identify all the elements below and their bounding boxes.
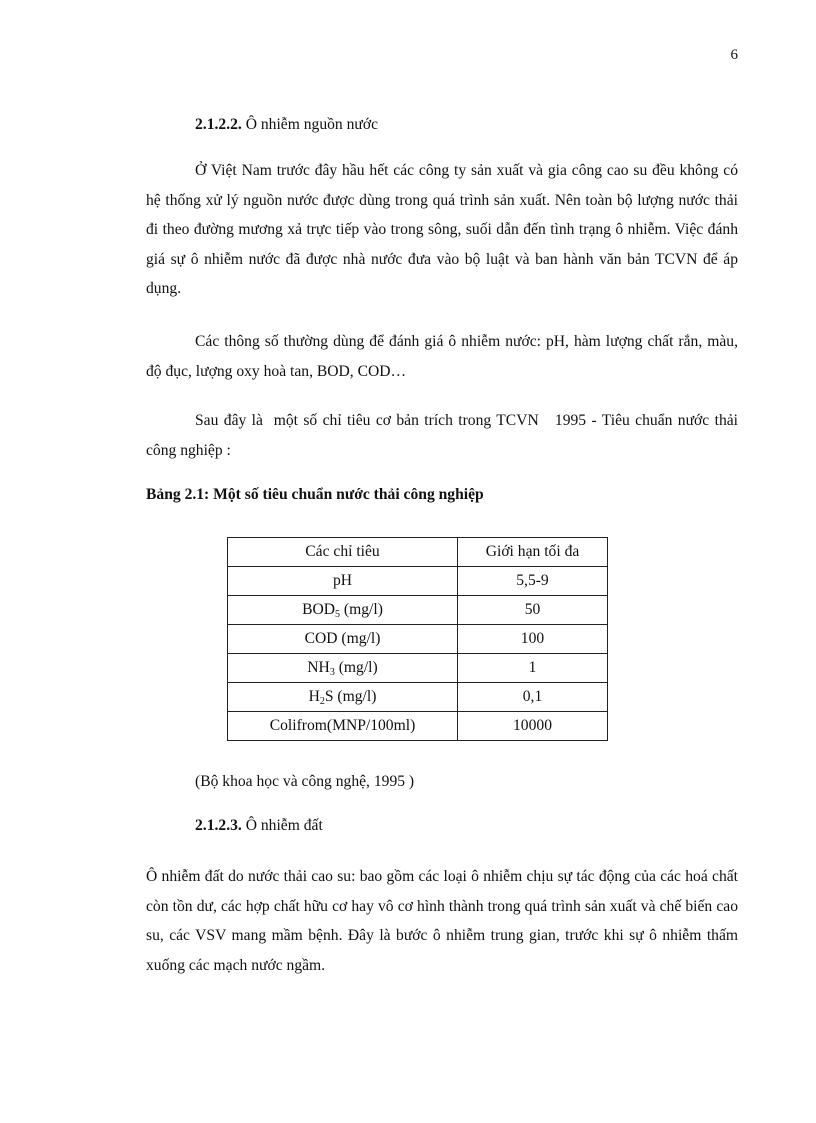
table-cell-parameter: COD (mg/l) <box>228 625 458 654</box>
section-title: Ô nhiễm nguồn nước <box>245 116 379 133</box>
table-cell-limit: 0,1 <box>458 683 608 712</box>
table-cell-limit: 50 <box>458 596 608 625</box>
paragraph-text: Ở Việt Nam trước đây hầu hết các công ty sản xuất và gia công cao su đều không có hệ thống xử lý nguồn nước được dùng trong quá trình sản xuất. Nên toàn bộ lượng nước thải đi theo đường mương xả trực tiếp vào trong sông, suối dẫn đến tình trạng ô nhiễm. Việc đánh giá sự ô nhiễm nước đã được nhà nước đưa vào bộ luật và ban hành văn bản TCVN để áp dụng. <box>146 162 738 297</box>
table-cell-limit: 1 <box>458 654 608 683</box>
paragraph-parameters <box>146 327 738 386</box>
page-number: 6 <box>730 47 738 63</box>
table-cell-parameter: $BOD_5$ (mg/l) <box>228 596 458 625</box>
table-source-note: (Bộ khoa học và công nghệ, 1995 ) <box>195 773 415 790</box>
section-number: 2.1.2.3. <box>195 817 242 834</box>
section-heading-soil <box>195 817 323 835</box>
table-row <box>228 683 608 712</box>
table-row <box>228 567 608 596</box>
table-cell-limit: 100 <box>458 625 608 654</box>
paragraph-text: Ô nhiễm đất do nước thải cao su: bao gồm các loại ô nhiễm chịu sự tác động của các hoá chất còn tồn dư, các hợp chất hữu cơ hay vô cơ hình thành trong quá trình sản xuất và chế biến cao su, các VSV mang mầm bệnh. Đây là bước ô nhiễm trung gian, trước khi sự ô nhiễm thấm xuống các mạch nước ngầm. <box>146 868 738 974</box>
table-caption: Bảng 2.1: Một số tiêu chuẩn nước thải công nghiệp <box>146 486 484 503</box>
table-header-cell: Các chỉ tiêu <box>228 538 458 567</box>
section-number: 2.1.2.2. <box>195 116 242 133</box>
table-cell-limit: 10000 <box>458 712 608 741</box>
table-cell-parameter: $NH_3$ (mg/l) <box>228 654 458 683</box>
section-title: Ô nhiễm đất <box>245 817 323 834</box>
table-cell-parameter: pH <box>228 567 458 596</box>
section-heading-water <box>195 116 378 134</box>
paragraph-water-intro <box>146 156 738 304</box>
standards-table <box>227 537 608 741</box>
table-row <box>228 712 608 741</box>
table-row <box>228 654 608 683</box>
paragraph-standard-intro <box>146 406 742 465</box>
paragraph-text: Các thông số thường dùng để đánh giá ô nhiễm nước: pH, hàm lượng chất rắn, màu, độ đục, lượng oxy hoà tan, BOD, COD… <box>146 333 738 380</box>
paragraph-text: Sau đây là một số chỉ tiêu cơ bản trích trong TCVN 1995 - Tiêu chuẩn nước thải công nghiệp : <box>146 412 742 459</box>
table-cell-parameter: Colifrom(MNP/100ml) <box>228 712 458 741</box>
table-header-cell: Giới hạn tối đa <box>458 538 608 567</box>
table-row <box>228 625 608 654</box>
table-header-row <box>228 538 608 567</box>
table-row <box>228 596 608 625</box>
table-cell-limit: 5,5-9 <box>458 567 608 596</box>
table-cell-parameter: $H_2S$ (mg/l) <box>228 683 458 712</box>
paragraph-soil <box>146 862 738 980</box>
